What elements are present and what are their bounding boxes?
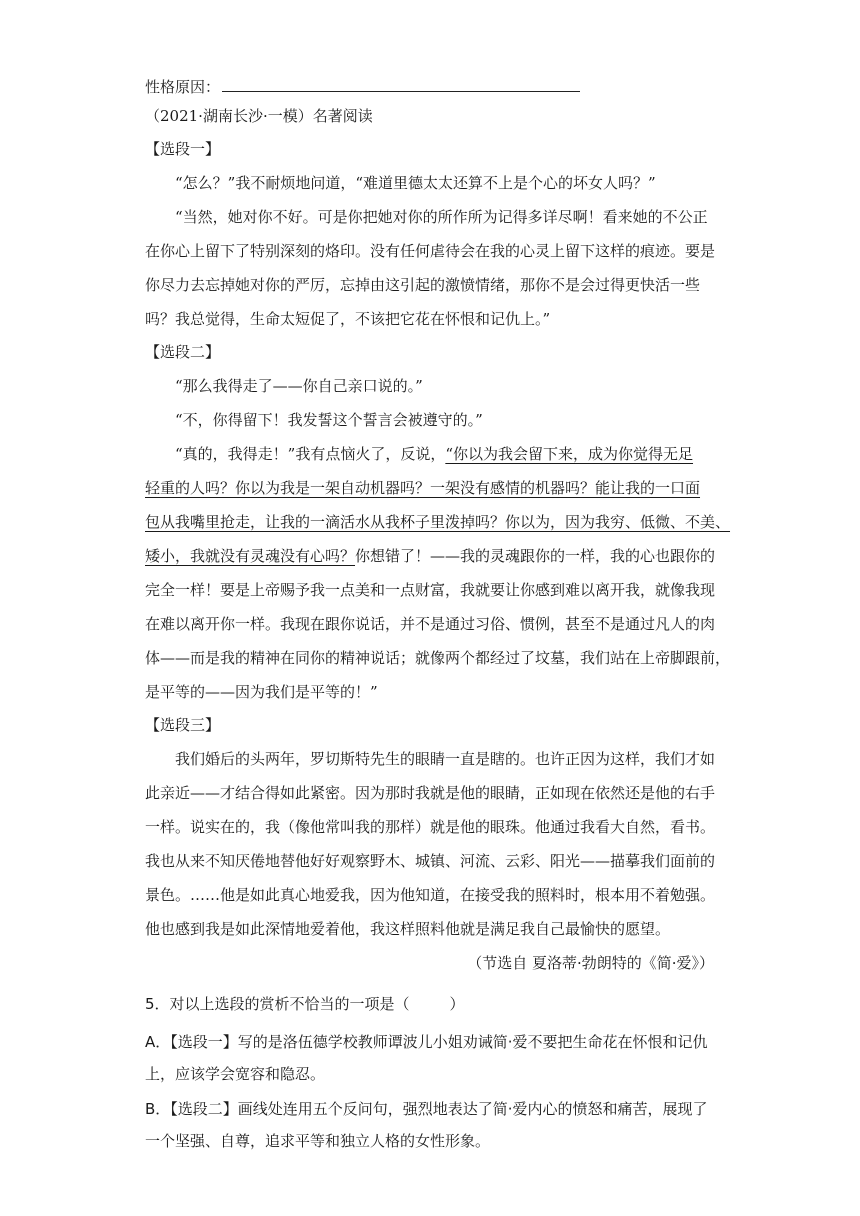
passage2-line: “不，你得留下！我发誓这个誓言会被遵守的。” <box>175 411 483 429</box>
passage1-line: 在你心上留下了特别深刻的烙印。没有任何虐待会在我的心灵上留下这样的痕迹。要是 <box>145 242 716 260</box>
underlined-text: 矮小，我就没有灵魂没有心吗？ <box>145 547 356 565</box>
passage2-text: “真的，我得走！”我有点恼火了，反说， <box>175 445 446 463</box>
passage2-line: 完全一样！要是上帝赐予我一点美和一点财富，我就要让你感到难以离开我，就像我现 <box>145 581 716 599</box>
citation: （节选自 夏洛蒂·勃朗特的《简·爱》） <box>467 954 714 972</box>
passage2-line: “那么我得走了——你自己亲口说的。” <box>175 377 423 395</box>
passage2-line <box>145 545 715 567</box>
passage1-line: “怎么？”我不耐烦地问道，“难道里德太太还算不上是个心的坏女人吗？” <box>175 174 656 192</box>
passage3-heading: 【选段三】 <box>145 716 221 734</box>
option-b-line: B．【选段二】画线处连用五个反问句，强烈地表达了简·爱内心的愤怒和痛苦，展现了 <box>145 1100 708 1118</box>
passage3-line: 我也从来不知厌倦地替他好好观察野木、城镇、河流、云彩、阳光——描摹我们面前的 <box>145 852 716 870</box>
passage3-line: 景色。……他是如此真心地爱我，因为他知道，在接受我的照料时，根本用不着勉强。 <box>145 886 716 904</box>
passage1-heading: 【选段一】 <box>145 140 221 158</box>
passage3-line: 一样。说实在的，我（像他常叫我的那样）就是他的眼珠。他通过我看大自然，看书。 <box>145 818 716 836</box>
passage1-line: 吗？我总觉得，生命太短促了，不该把它花在怀恨和记仇上。” <box>145 310 551 328</box>
option-b-line: 一个坚强、自尊，追求平等和独立人格的女性形象。 <box>145 1132 491 1150</box>
passage2-line <box>175 443 693 465</box>
answer-blank[interactable] <box>222 77 580 92</box>
passage2-text: 你想错了！——我的灵魂跟你的一样，我的心也跟你的 <box>355 547 716 565</box>
option-a-line: 上，应该学会宽容和隐忍。 <box>145 1065 326 1083</box>
passage2-line: 是平等的——因为我们是平等的！” <box>145 683 378 701</box>
passage2-heading: 【选段二】 <box>145 343 221 361</box>
underlined-text: “你以为我会留下来，成为你觉得无足 <box>445 445 694 463</box>
underlined-line: 包从我嘴里抢走，让我的一滴活水从我杯子里泼掉吗？你以为，因为我穷、低微、不美、 <box>145 513 731 531</box>
passage3-line: 此亲近——才结合得如此紧密。因为那时我就是他的眼睛，正如现在依然还是他的右手 <box>145 784 716 802</box>
passage2-line: 在难以离开你一样。我现在跟你说话，并不是通过习俗、惯例，甚至不是通过凡人的肉 <box>145 615 716 633</box>
source-line: （2021·湖南长沙·一模）名著阅读 <box>145 107 373 125</box>
passage3-line: 他也感到我是如此深情地爱着他，我这样照料他就是满足我自己最愉快的愿望。 <box>145 920 671 938</box>
question-stem-start: 5．对以上选段的赏析不恰当的一项是（ <box>145 995 410 1013</box>
question-stem-end: ） <box>449 995 465 1013</box>
passage2-line: 体——而是我的精神在同你的精神说话；就像两个都经过了坟墓，我们站在上帝脚跟前， <box>145 649 731 667</box>
personality-reason-row <box>145 76 580 98</box>
personality-reason-label: 性格原因： <box>145 78 221 96</box>
option-a-line: A．【选段一】写的是洛伍德学校教师谭波儿小姐劝诫简·爱不要把生命花在怀恨和记仇 <box>145 1033 708 1051</box>
passage1-line: “当然，她对你不好。可是你把她对你的所作所为记得多详尽啊！看来她的不公正 <box>175 208 708 226</box>
underlined-line: 轻重的人吗？你以为我是一架自动机器吗？一架没有感情的机器吗？能让我的一口面 <box>145 479 701 497</box>
passage1-line: 你尽力去忘掉她对你的严厉，忘掉由这引起的激愤情绪，那你不是会过得更快活一些 <box>145 276 701 294</box>
passage3-line: 我们婚后的头两年，罗切斯特先生的眼睛一直是瞎的。也许正因为这样，我们才如 <box>175 750 716 768</box>
question-stem <box>145 993 465 1015</box>
